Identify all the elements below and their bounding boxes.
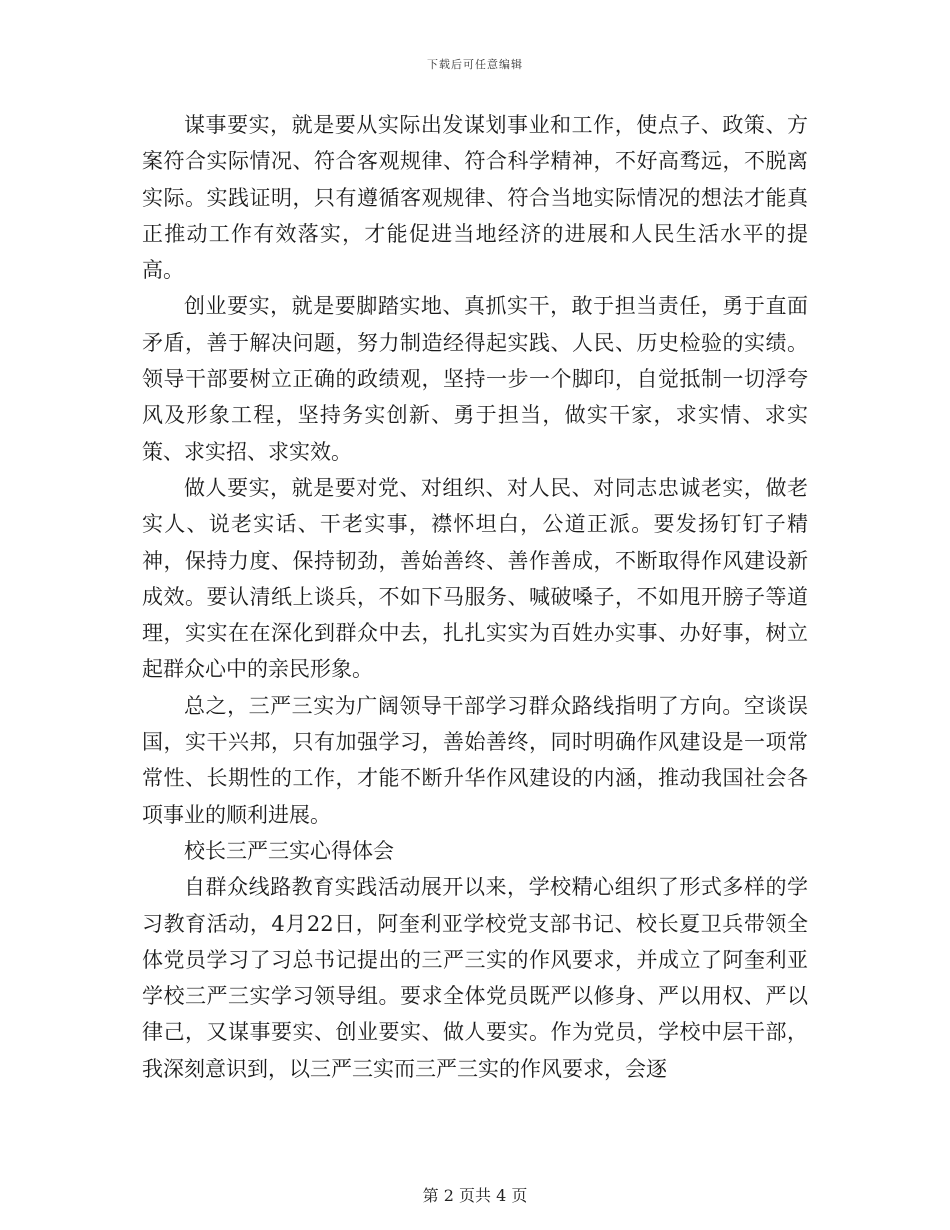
page-header: 下载后可任意编辑 <box>427 58 523 71</box>
page-footer: 第 2 页共 4 页 <box>422 1186 528 1205</box>
paragraph-intro: 自群众线路教育实践活动展开以来，学校精心组织了形式多样的学习教育活动，4月22日，阿奎利亚学校党支部书记、校长夏卫兵带领全体党员学习了习总书记提出的三严三实的作风要求，并成立了阿奎利亚学校三严三实学习领导组。要求全体党员既严以修身、严以用权、严以律己，又谋事要实、创业要实、做人要实。作为党员，学校中层干部，我深刻意识到，以三严三实而三严三实的作风要求，会逐 <box>142 875 808 1081</box>
paragraph-zuoren: 做人要实，就是要对党、对组织、对人民、对同志忠诚老实，做老实人、说老实话、干老实事，襟怀坦白，公道正派。要发扬钉钉子精神，保持力度、保持韧劲，善始善终、善作善成，不断取得作风建设新成效。要认清纸上谈兵，不如下马服务、喊破嗓子，不如甩开膀子等道理，实实在在深化到群众中去，扎扎实实为百姓办实事、办好事，树立起群众心中的亲民形象。 <box>142 475 808 682</box>
paragraph-zongzhi: 总之，三严三实为广阔领导干部学习群众路线指明了方向。空谈误国，实干兴邦，只有加强学习，善始善终，同时明确作风建设是一项常常性、长期性的工作，才能不断升华作风建设的内涵，推动我国社会各项事业的顺利进展。 <box>142 693 808 827</box>
paragraph-chuangye: 创业要实，就是要脚踏实地、真抓实干，敢于担当责任，勇于直面矛盾，善于解决问题，努力制造经得起实践、人民、历史检验的实绩。领导干部要树立正确的政绩观，坚持一步一个脚印，自觉抵制一切浮夸风及形象工程，坚持务实创新、勇于担当，做实干家，求实情、求实策、求实招、求实效。 <box>142 294 808 464</box>
paragraph-moushi: 谋事要实，就是要从实际出发谋划事业和工作，使点子、政策、方案符合实际情况、符合客观规律、符合科学精神，不好高骛远，不脱离实际。实践证明，只有遵循客观规律、符合当地实际情况的想法才能真正推动工作有效落实，才能促进当地经济的进展和人民生活水平的提高。 <box>142 113 808 283</box>
document-body <box>142 107 808 1087</box>
section-title: 校长三严三实心得体会 <box>184 838 394 863</box>
